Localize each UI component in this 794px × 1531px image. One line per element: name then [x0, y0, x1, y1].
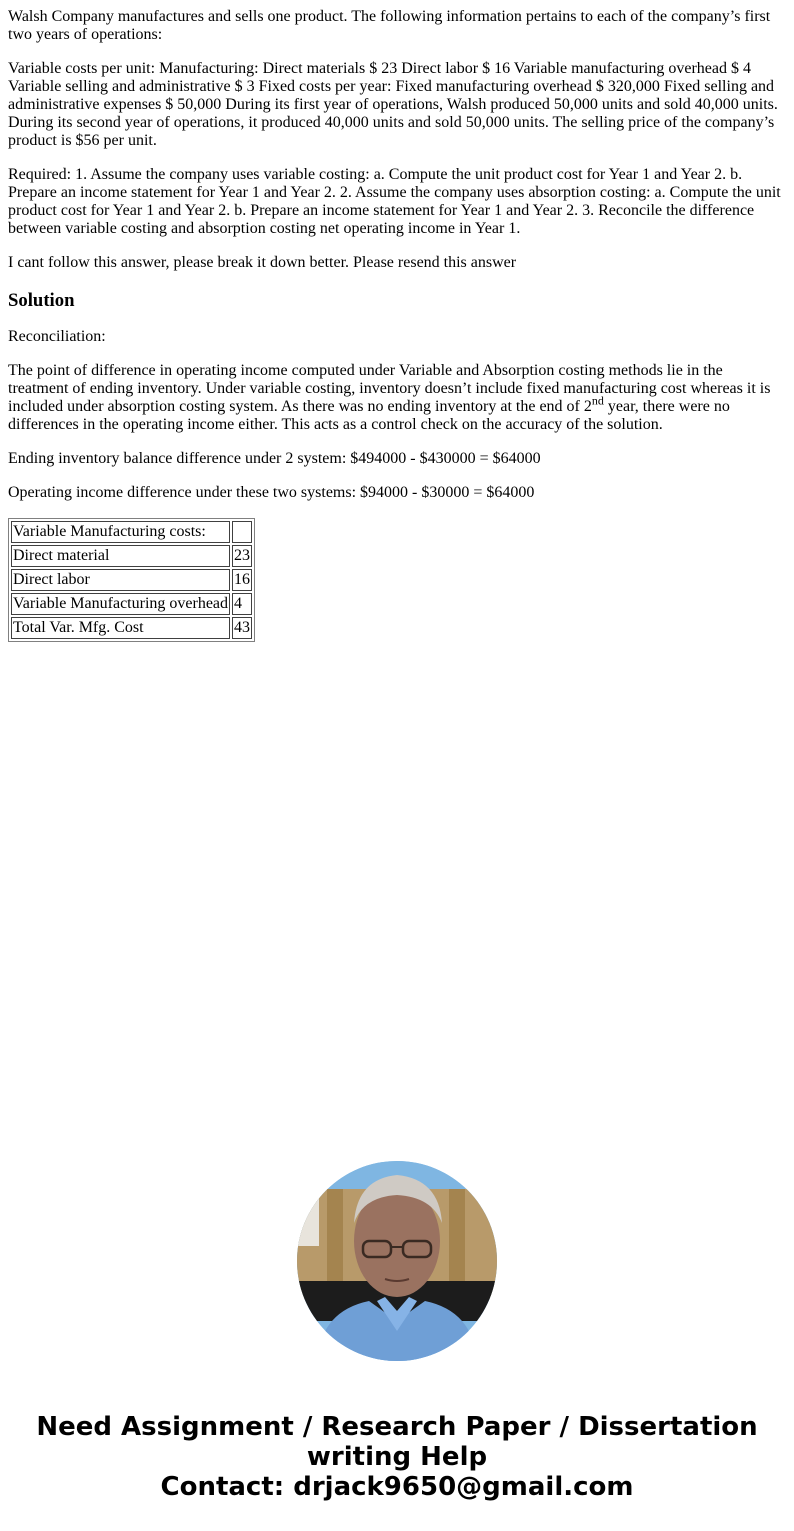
question-required: Required: 1. Assume the company uses variable costing: a. Compute the unit product cost for Year 1 and Year 2. b. Prepare an income statement for Year 1 and Year 2. 2. Assume the company uses absorption costing: a. Compute the unit product cost for Year 1 and Year 2. b. Prepare an income statement for Year 1 and Year 2. 3. Reconcile the difference between variable costing and absorption costing net operating income in Year 1.: [8, 166, 781, 237]
tutor-avatar: [297, 1161, 497, 1361]
explanation-text-1: The point of difference in operating income computed under Variable and Absorption costing methods lie in the treatment of ending inventory. Under variable costing, inventory doesn’t include fixed manufacturing cost whereas it is included under absorption costing system. As there was no ending inventory at the end of 2: [8, 362, 771, 415]
promo-contact: Contact: drjack9650@gmail.com: [160, 1472, 634, 1502]
table-row: [11, 593, 252, 615]
row-value: 23: [232, 545, 252, 567]
explanation-superscript: nd: [591, 393, 604, 408]
tutor-portrait-icon: [297, 1161, 497, 1361]
question-intro: Walsh Company manufactures and sells one product. The following information pertains to each of the company’s first two years of operations:: [8, 8, 771, 43]
reconciliation-label: Reconciliation:: [8, 328, 106, 345]
question-details: Variable costs per unit: Manufacturing: Direct materials $ 23 Direct labor $ 16 Variable manufacturing overhead $ 4 Variable selling and administrative $ 3 Fixed costs per year: Fixed manufacturing overhead $ 320,000 Fixed selling and administrative expenses $ 50,000 During its first year of operations, Walsh produced 50,000 units and sold 40,000 units. During its second year of operations, it produced 40,000 units and sold 50,000 units. The selling price of the company’s product is $56 per unit.: [8, 60, 778, 149]
explanation-text-2: year, there were no differences in the operating income either. This acts as a control check on the accuracy of the solution.: [8, 398, 730, 433]
promo-line-1: Need Assignment / Research Paper / Dissertation: [36, 1412, 758, 1442]
promo-banner: [0, 1412, 794, 1502]
row-label: Direct material: [11, 545, 230, 567]
row-label: Total Var. Mfg. Cost: [11, 617, 230, 639]
row-value: [232, 521, 252, 543]
row-value: 4: [232, 593, 252, 615]
row-label: Direct labor: [11, 569, 230, 591]
solution-heading: Solution: [8, 290, 75, 311]
row-label: Variable Manufacturing overhead: [11, 593, 230, 615]
promo-line-2: writing Help: [306, 1442, 488, 1472]
operating-income-line: Operating income difference under these two systems: $94000 - $30000 = $64000: [8, 484, 535, 501]
row-value: 16: [232, 569, 252, 591]
document-body: [0, 8, 794, 642]
row-label: Variable Manufacturing costs:: [11, 521, 230, 543]
question-comment: I cant follow this answer, please break it down better. Please resend this answer: [8, 254, 517, 271]
table-row: [11, 569, 252, 591]
row-value: 43: [232, 617, 252, 639]
table-row: [11, 521, 252, 543]
variable-costs-table: [8, 518, 255, 642]
table-row: [11, 617, 252, 639]
table-row: [11, 545, 252, 567]
ending-inventory-line: Ending inventory balance difference under 2 system: $494000 - $430000 = $64000: [8, 450, 541, 467]
explanation-paragraph: [8, 362, 786, 434]
